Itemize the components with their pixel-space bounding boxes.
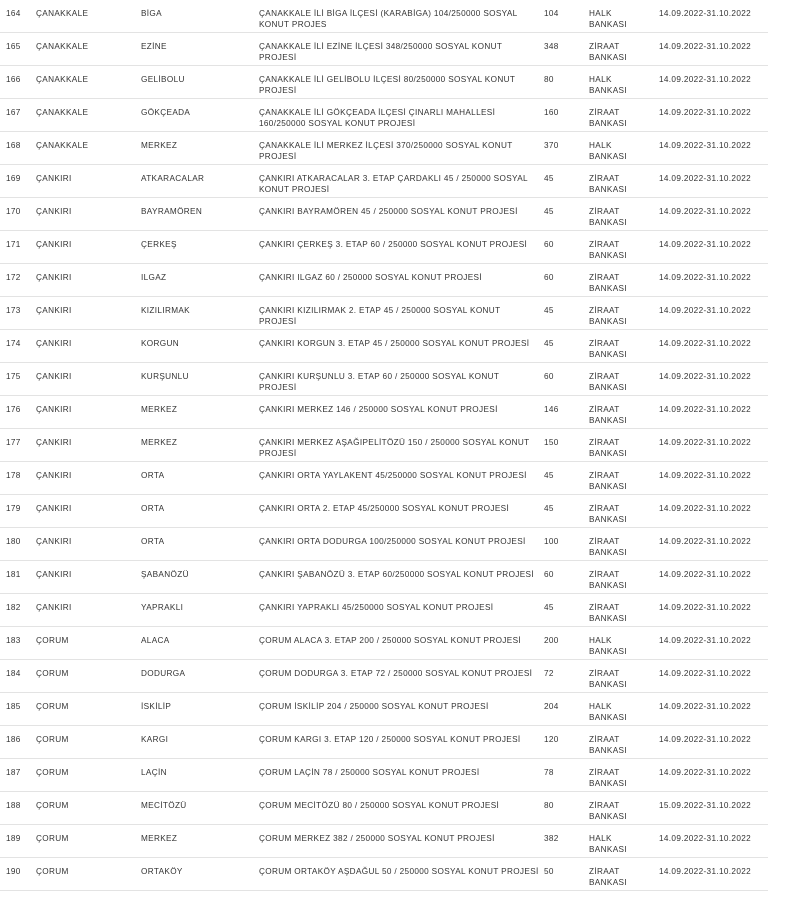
- bank-cell: ZİRAAT BANKASI: [589, 108, 627, 128]
- province-cell: ÇORUM: [36, 669, 69, 678]
- district-cell: BİGA: [141, 9, 162, 18]
- province-cell: ÇANKIRI: [36, 570, 72, 579]
- unit-count-cell: 60: [544, 570, 554, 579]
- row-number: 180: [6, 537, 21, 546]
- province-cell: ÇANKIRI: [36, 240, 72, 249]
- date-range-cell: 14.09.2022-31.10.2022: [659, 207, 752, 216]
- table-row: [0, 561, 768, 594]
- project-name-cell: ÇORUM İSKİLİP 204 / 250000 SOSYAL KONUT PROJESİ: [259, 702, 489, 711]
- date-range-cell: 14.09.2022-31.10.2022: [659, 108, 752, 117]
- bank-cell: ZİRAAT BANKASI: [589, 537, 627, 557]
- district-cell: BAYRAMÖREN: [141, 207, 203, 216]
- bank-cell: HALK BANKASI: [589, 702, 627, 722]
- table-row: [0, 66, 768, 99]
- date-range-cell: 14.09.2022-31.10.2022: [659, 42, 752, 51]
- date-range-cell: 14.09.2022-31.10.2022: [659, 570, 752, 579]
- project-name-cell: ÇORUM DODURGA 3. ETAP 72 / 250000 SOSYAL KONUT PROJESİ: [259, 669, 533, 678]
- date-range-cell: 14.09.2022-31.10.2022: [659, 75, 752, 84]
- project-name-cell: ÇANAKKALE İLİ GELİBOLU İLÇESİ 80/250000 SOSYAL KONUT PROJESİ: [259, 75, 516, 95]
- unit-count-cell: 204: [544, 702, 559, 711]
- table-row: [0, 660, 768, 693]
- province-cell: ÇORUM: [36, 636, 69, 645]
- bank-cell: ZİRAAT BANKASI: [589, 438, 627, 458]
- district-cell: MERKEZ: [141, 834, 178, 843]
- district-cell: ALACA: [141, 636, 170, 645]
- table-row: [0, 429, 768, 462]
- row-number: 177: [6, 438, 21, 447]
- bank-cell: ZİRAAT BANKASI: [589, 570, 627, 590]
- project-name-cell: ÇANKIRI ILGAZ 60 / 250000 SOSYAL KONUT PROJESİ: [259, 273, 482, 282]
- table-row: [0, 726, 768, 759]
- table-row: [0, 330, 768, 363]
- date-range-cell: 14.09.2022-31.10.2022: [659, 240, 752, 249]
- district-cell: MERKEZ: [141, 405, 178, 414]
- project-name-cell: ÇANKIRI ORTA 2. ETAP 45/250000 SOSYAL KONUT PROJESİ: [259, 504, 510, 513]
- row-number: 181: [6, 570, 21, 579]
- unit-count-cell: 60: [544, 240, 554, 249]
- table-row: [0, 198, 768, 231]
- bank-cell: HALK BANKASI: [589, 636, 627, 656]
- row-number: 189: [6, 834, 21, 843]
- unit-count-cell: 72: [544, 669, 554, 678]
- table-row: [0, 231, 768, 264]
- table-row: [0, 33, 768, 66]
- project-name-cell: ÇANAKKALE İLİ MERKEZ İLÇESİ 370/250000 SOSYAL KONUT PROJESİ: [259, 141, 513, 161]
- unit-count-cell: 146: [544, 405, 559, 414]
- bank-cell: ZİRAAT BANKASI: [589, 339, 627, 359]
- unit-count-cell: 370: [544, 141, 559, 150]
- row-number: 169: [6, 174, 21, 183]
- unit-count-cell: 150: [544, 438, 559, 447]
- bank-cell: ZİRAAT BANKASI: [589, 405, 627, 425]
- unit-count-cell: 60: [544, 273, 554, 282]
- bank-cell: HALK BANKASI: [589, 9, 627, 29]
- date-range-cell: 14.09.2022-31.10.2022: [659, 603, 752, 612]
- province-cell: ÇORUM: [36, 768, 69, 777]
- bank-cell: ZİRAAT BANKASI: [589, 471, 627, 491]
- table-row: [0, 528, 768, 561]
- date-range-cell: 14.09.2022-31.10.2022: [659, 9, 752, 18]
- row-number: 183: [6, 636, 21, 645]
- row-number: 188: [6, 801, 21, 810]
- district-cell: ORTA: [141, 537, 165, 546]
- date-range-cell: 15.09.2022-31.10.2022: [659, 801, 752, 810]
- project-name-cell: ÇORUM ALACA 3. ETAP 200 / 250000 SOSYAL KONUT PROJESİ: [259, 636, 521, 645]
- bank-cell: ZİRAAT BANKASI: [589, 207, 627, 227]
- row-number: 190: [6, 867, 21, 876]
- table-row: [0, 858, 768, 891]
- unit-count-cell: 200: [544, 636, 559, 645]
- project-name-cell: ÇANAKKALE İLİ EZİNE İLÇESİ 348/250000 SOSYAL KONUT PROJESİ: [259, 42, 503, 62]
- district-cell: GÖKÇEADA: [141, 108, 191, 117]
- district-cell: ILGAZ: [141, 273, 167, 282]
- date-range-cell: 14.09.2022-31.10.2022: [659, 174, 752, 183]
- district-cell: DODURGA: [141, 669, 186, 678]
- province-cell: ÇANKIRI: [36, 207, 72, 216]
- date-range-cell: 14.09.2022-31.10.2022: [659, 372, 752, 381]
- unit-count-cell: 78: [544, 768, 554, 777]
- unit-count-cell: 348: [544, 42, 559, 51]
- project-name-cell: ÇANKIRI KURŞUNLU 3. ETAP 60 / 250000 SOSYAL KONUT PROJESİ: [259, 372, 500, 392]
- unit-count-cell: 80: [544, 801, 554, 810]
- project-name-cell: ÇANKIRI ORTA YAYLAKENT 45/250000 SOSYAL KONUT PROJESİ: [259, 471, 527, 480]
- district-cell: MECİTÖZÜ: [141, 801, 187, 810]
- row-number: 187: [6, 768, 21, 777]
- table-row: [0, 297, 768, 330]
- province-cell: ÇANKIRI: [36, 405, 72, 414]
- province-cell: ÇORUM: [36, 702, 69, 711]
- row-number: 178: [6, 471, 21, 480]
- project-name-cell: ÇANKIRI KIZILIRMAK 2. ETAP 45 / 250000 SOSYAL KONUT PROJESİ: [259, 306, 501, 326]
- row-number: 184: [6, 669, 21, 678]
- date-range-cell: 14.09.2022-31.10.2022: [659, 438, 752, 447]
- bank-cell: HALK BANKASI: [589, 141, 627, 161]
- unit-count-cell: 45: [544, 207, 554, 216]
- province-cell: ÇANKIRI: [36, 306, 72, 315]
- row-number: 174: [6, 339, 21, 348]
- bank-cell: HALK BANKASI: [589, 834, 627, 854]
- province-cell: ÇANAKKALE: [36, 9, 89, 18]
- table-row: [0, 594, 768, 627]
- province-cell: ÇORUM: [36, 834, 69, 843]
- unit-count-cell: 45: [544, 471, 554, 480]
- bank-cell: HALK BANKASI: [589, 75, 627, 95]
- row-number: 168: [6, 141, 21, 150]
- unit-count-cell: 45: [544, 339, 554, 348]
- date-range-cell: 14.09.2022-31.10.2022: [659, 834, 752, 843]
- row-number: 166: [6, 75, 21, 84]
- district-cell: ÇERKEŞ: [141, 240, 177, 249]
- unit-count-cell: 104: [544, 9, 559, 18]
- project-name-cell: ÇANAKKALE İLİ BİGA İLÇESİ (KARABİGA) 104/250000 SOSYAL KONUT PROJES: [259, 9, 518, 29]
- row-number: 170: [6, 207, 21, 216]
- district-cell: ATKARACALAR: [141, 174, 205, 183]
- project-name-cell: ÇANKIRI BAYRAMÖREN 45 / 250000 SOSYAL KONUT PROJESİ: [259, 207, 518, 216]
- bank-cell: ZİRAAT BANKASI: [589, 768, 627, 788]
- district-cell: YAPRAKLI: [141, 603, 184, 612]
- unit-count-cell: 100: [544, 537, 559, 546]
- unit-count-cell: 45: [544, 306, 554, 315]
- project-name-cell: ÇANKIRI MERKEZ AŞAĞIPELİTÖZÜ 150 / 250000 SOSYAL KONUT PROJESİ: [259, 438, 530, 458]
- date-range-cell: 14.09.2022-31.10.2022: [659, 339, 752, 348]
- bank-cell: ZİRAAT BANKASI: [589, 42, 627, 62]
- bank-cell: ZİRAAT BANKASI: [589, 504, 627, 524]
- project-name-cell: ÇANKIRI ŞABANÖZÜ 3. ETAP 60/250000 SOSYAL KONUT PROJESİ: [259, 570, 534, 579]
- date-range-cell: 14.09.2022-31.10.2022: [659, 867, 752, 876]
- date-range-cell: 14.09.2022-31.10.2022: [659, 768, 752, 777]
- table-row: [0, 132, 768, 165]
- bank-cell: ZİRAAT BANKASI: [589, 306, 627, 326]
- district-cell: MERKEZ: [141, 438, 178, 447]
- row-number: 165: [6, 42, 21, 51]
- row-number: 179: [6, 504, 21, 513]
- unit-count-cell: 50: [544, 867, 554, 876]
- district-cell: ORTA: [141, 471, 165, 480]
- unit-count-cell: 160: [544, 108, 559, 117]
- bank-cell: ZİRAAT BANKASI: [589, 174, 627, 194]
- province-cell: ÇANKIRI: [36, 471, 72, 480]
- project-name-cell: ÇANKIRI YAPRAKLI 45/250000 SOSYAL KONUT PROJESİ: [259, 603, 494, 612]
- province-cell: ÇANKIRI: [36, 174, 72, 183]
- table-row: [0, 99, 768, 132]
- district-cell: KARGI: [141, 735, 169, 744]
- unit-count-cell: 120: [544, 735, 559, 744]
- bank-cell: ZİRAAT BANKASI: [589, 867, 627, 887]
- date-range-cell: 14.09.2022-31.10.2022: [659, 636, 752, 645]
- table-row: [0, 693, 768, 726]
- province-cell: ÇANKIRI: [36, 438, 72, 447]
- date-range-cell: 14.09.2022-31.10.2022: [659, 405, 752, 414]
- date-range-cell: 14.09.2022-31.10.2022: [659, 504, 752, 513]
- table-row: [0, 165, 768, 198]
- project-name-cell: ÇORUM LAÇİN 78 / 250000 SOSYAL KONUT PROJESİ: [259, 768, 480, 777]
- unit-count-cell: 45: [544, 504, 554, 513]
- table-row: [0, 0, 768, 33]
- date-range-cell: 14.09.2022-31.10.2022: [659, 306, 752, 315]
- project-name-cell: ÇORUM ORTAKÖY AŞDAĞUL 50 / 250000 SOSYAL KONUT PROJESİ: [259, 867, 539, 876]
- district-cell: MERKEZ: [141, 141, 178, 150]
- unit-count-cell: 80: [544, 75, 554, 84]
- date-range-cell: 14.09.2022-31.10.2022: [659, 273, 752, 282]
- province-cell: ÇANKIRI: [36, 603, 72, 612]
- table-row: [0, 396, 768, 429]
- row-number: 186: [6, 735, 21, 744]
- district-cell: KURŞUNLU: [141, 372, 189, 381]
- province-cell: ÇORUM: [36, 867, 69, 876]
- bank-cell: ZİRAAT BANKASI: [589, 372, 627, 392]
- project-name-cell: ÇANKIRI ÇERKEŞ 3. ETAP 60 / 250000 SOSYAL KONUT PROJESİ: [259, 240, 528, 249]
- table-row: [0, 759, 768, 792]
- row-number: 172: [6, 273, 21, 282]
- province-cell: ÇANKIRI: [36, 372, 72, 381]
- date-range-cell: 14.09.2022-31.10.2022: [659, 735, 752, 744]
- unit-count-cell: 45: [544, 603, 554, 612]
- province-cell: ÇANAKKALE: [36, 75, 89, 84]
- district-cell: ORTAKÖY: [141, 867, 183, 876]
- date-range-cell: 14.09.2022-31.10.2022: [659, 141, 752, 150]
- district-cell: EZİNE: [141, 42, 167, 51]
- district-cell: LAÇİN: [141, 768, 167, 777]
- province-cell: ÇANKIRI: [36, 504, 72, 513]
- province-cell: ÇANKIRI: [36, 339, 72, 348]
- date-range-cell: 14.09.2022-31.10.2022: [659, 702, 752, 711]
- date-range-cell: 14.09.2022-31.10.2022: [659, 471, 752, 480]
- date-range-cell: 14.09.2022-31.10.2022: [659, 537, 752, 546]
- province-cell: ÇANAKKALE: [36, 141, 89, 150]
- province-cell: ÇANKIRI: [36, 273, 72, 282]
- table-row: [0, 627, 768, 660]
- bank-cell: ZİRAAT BANKASI: [589, 735, 627, 755]
- row-number: 182: [6, 603, 21, 612]
- unit-count-cell: 382: [544, 834, 559, 843]
- row-number: 164: [6, 9, 21, 18]
- province-cell: ÇORUM: [36, 801, 69, 810]
- table-row: [0, 264, 768, 297]
- table-row: [0, 363, 768, 396]
- project-name-cell: ÇANKIRI ORTA DODURGA 100/250000 SOSYAL KONUT PROJESİ: [259, 537, 526, 546]
- project-name-cell: ÇANKIRI ATKARACALAR 3. ETAP ÇARDAKLI 45 / 250000 SOSYAL KONUT PROJESİ: [259, 174, 528, 194]
- district-cell: KORGUN: [141, 339, 180, 348]
- bank-cell: ZİRAAT BANKASI: [589, 801, 627, 821]
- row-number: 175: [6, 372, 21, 381]
- date-range-cell: 14.09.2022-31.10.2022: [659, 669, 752, 678]
- bank-cell: ZİRAAT BANKASI: [589, 240, 627, 260]
- province-cell: ÇANKIRI: [36, 537, 72, 546]
- row-number: 185: [6, 702, 21, 711]
- district-cell: ŞABANÖZÜ: [141, 570, 189, 579]
- district-cell: İSKİLİP: [141, 702, 172, 711]
- table-row: [0, 495, 768, 528]
- district-cell: GELİBOLU: [141, 75, 185, 84]
- project-name-cell: ÇORUM KARGI 3. ETAP 120 / 250000 SOSYAL KONUT PROJESİ: [259, 735, 521, 744]
- row-number: 171: [6, 240, 21, 249]
- bank-cell: ZİRAAT BANKASI: [589, 603, 627, 623]
- district-cell: ORTA: [141, 504, 165, 513]
- project-name-cell: ÇANKIRI MERKEZ 146 / 250000 SOSYAL KONUT PROJESİ: [259, 405, 498, 414]
- table-row: [0, 825, 768, 858]
- unit-count-cell: 60: [544, 372, 554, 381]
- project-name-cell: ÇANKIRI KORGUN 3. ETAP 45 / 250000 SOSYAL KONUT PROJESİ: [259, 339, 530, 348]
- bank-cell: ZİRAAT BANKASI: [589, 273, 627, 293]
- row-number: 173: [6, 306, 21, 315]
- project-name-cell: ÇANAKKALE İLİ GÖKÇEADA İLÇESİ ÇINARLI MAHALLESİ 160/250000 SOSYAL KONUT PROJESİ: [259, 108, 496, 128]
- table-row: [0, 792, 768, 825]
- unit-count-cell: 45: [544, 174, 554, 183]
- project-name-cell: ÇORUM MERKEZ 382 / 250000 SOSYAL KONUT PROJESİ: [259, 834, 495, 843]
- province-cell: ÇANAKKALE: [36, 42, 89, 51]
- bank-cell: ZİRAAT BANKASI: [589, 669, 627, 689]
- project-name-cell: ÇORUM MECİTÖZÜ 80 / 250000 SOSYAL KONUT PROJESİ: [259, 801, 500, 810]
- row-number: 176: [6, 405, 21, 414]
- district-cell: KIZILIRMAK: [141, 306, 190, 315]
- province-cell: ÇANAKKALE: [36, 108, 89, 117]
- province-cell: ÇORUM: [36, 735, 69, 744]
- row-number: 167: [6, 108, 21, 117]
- table-row: [0, 462, 768, 495]
